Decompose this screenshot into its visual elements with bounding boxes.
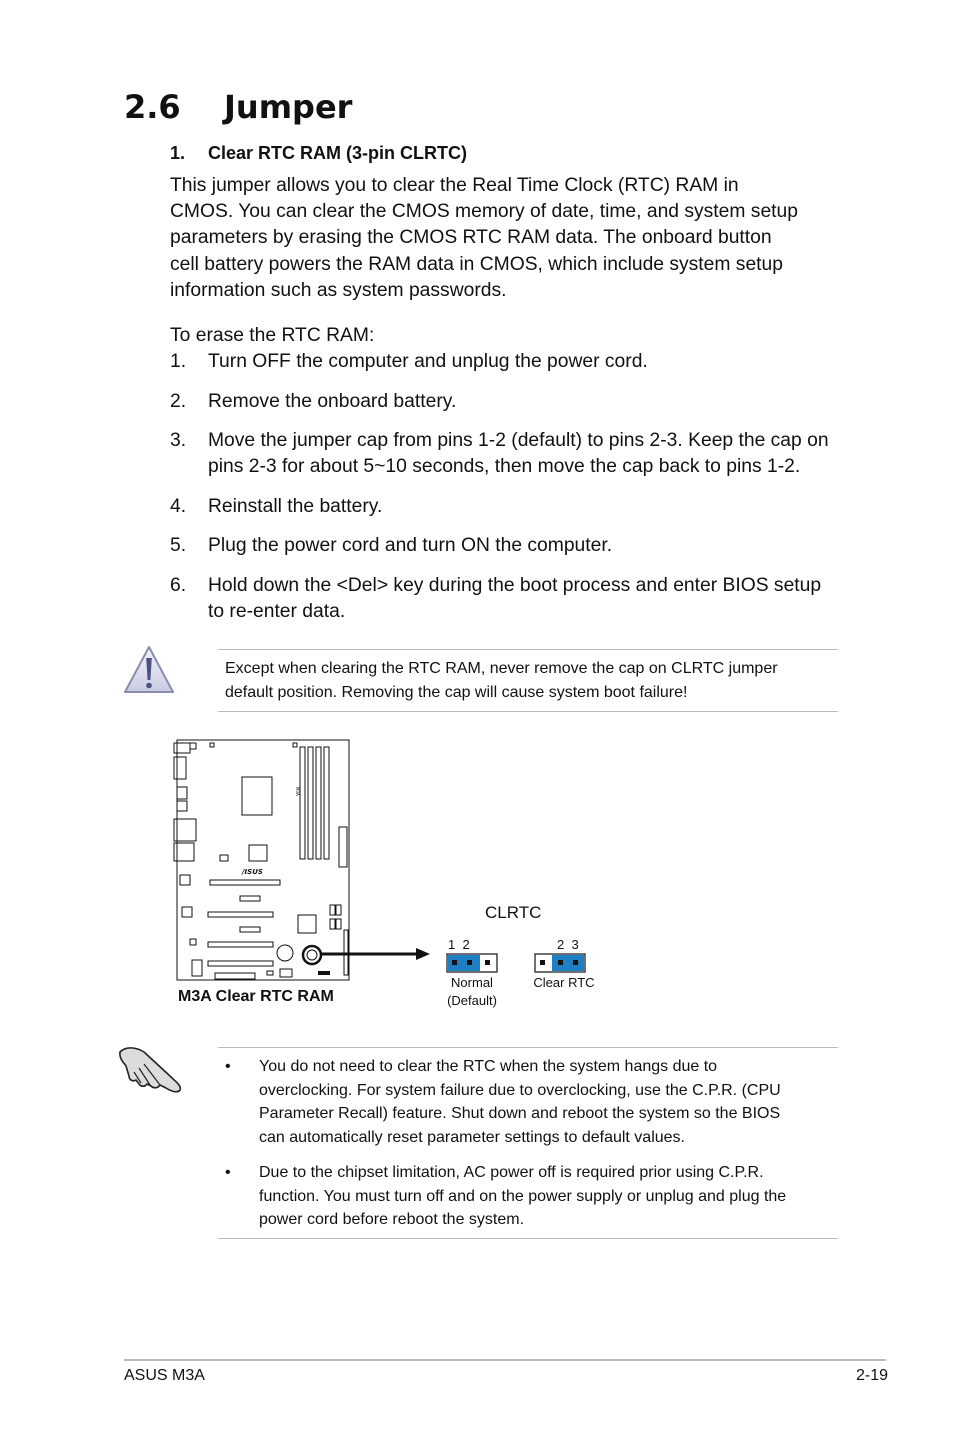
dimm-slot [316,747,321,859]
intro-paragraph [170,173,830,304]
warning-triangle-icon [122,644,176,696]
intro-line: parameters by erasing the CMOS RTC RAM data. The onboard button [170,227,772,249]
section-number: 2.6 [124,88,181,126]
intro-line: CMOS. You can clear the CMOS memory of date, time, and system setup [170,201,798,223]
footer-rule [124,1359,886,1361]
section-heading: Jumper [224,88,353,126]
atx-power [339,827,347,867]
note-line: power cord before reboot the system. [259,1211,525,1228]
rear-port [177,801,187,811]
clear-jumper [535,954,585,972]
battery-icon [303,946,321,964]
subsection-title [170,143,467,164]
step-number: 2. [170,391,187,412]
note-line: Parameter Recall) feature. Shut down and reboot the system so the BIOS [259,1105,781,1122]
normal-label: Normal [451,975,493,990]
rear-port [174,757,186,779]
rear-port [177,787,187,799]
arrow-head [416,948,430,960]
erase-heading: To erase the RTC RAM: [170,325,375,346]
dimm-slot [308,747,313,859]
pcie-x1-slot [240,896,260,901]
intro-line: This jumper allows you to clear the Real Time Clock (RTC) RAM in [170,175,739,196]
chipset [249,845,267,861]
bullet-symbol: • [225,1058,231,1075]
note-line: Due to the chipset limitation, AC power off is required prior using C.P.R. [259,1164,764,1181]
caution-line: Except when clearing the RTC RAM, never remove the cap on CLRTC jumper [225,660,778,677]
diagram-caption: M3A Clear RTC RAM [178,988,334,1005]
motherboard-diagram [160,735,610,1025]
cpu-socket [242,777,272,815]
step-text: Reinstall the battery. [208,496,383,517]
normal-jumper [447,954,497,972]
caution-line: default position. Removing the cap will cause system boot failure! [225,683,688,701]
dimm-slot [300,747,305,859]
clear-rtc-label: Clear RTC [533,975,595,990]
notes-bottom-rule [218,1238,838,1239]
note-line: You do not need to clear the RTC when the system hangs due to [259,1058,718,1075]
pci-slot [208,942,273,947]
pcie-x1-slot [240,927,260,932]
subsection-number: 1. [170,143,186,163]
clear-pin-numbers: 2 3 [557,937,579,952]
dimm-slot [324,747,329,859]
bullet-symbol: • [225,1164,231,1181]
page-number: 2-19 [855,1367,888,1384]
step-text: pins 2-3 for about 5~10 seconds, then move the cap back to pins 1-2. [208,456,801,478]
board-outline [177,740,349,980]
section-title [124,88,352,126]
step-number: 3. [170,430,187,451]
step-text: Turn OFF the computer and unplug the power cord. [208,351,648,372]
step-text: Plug the power cord and turn ON the computer. [208,535,613,556]
step-text: Remove the onboard battery. [208,391,457,412]
step-number: 4. [170,496,187,517]
caution-top-rule [218,649,838,650]
note-line: function. You must turn off and on the power supply or unplug and plug the [259,1187,787,1205]
caution-text [225,657,778,704]
pci-slot [208,912,273,917]
intro-line: information such as system passwords. [170,279,507,301]
step-text: Move the jumper cap from pins 1-2 (default) to pins 2-3. Keep the cap on [208,430,829,451]
step-number: 5. [170,535,187,556]
notes-top-rule [218,1047,838,1048]
board-brand: /ISUS [242,868,263,876]
note-line: can automatically reset parameter settings to default values. [259,1128,685,1146]
southbridge [298,915,316,933]
clrtc-onboard [318,971,330,975]
pcie-slot [210,880,280,885]
rear-port [174,743,190,753]
step-number: 6. [170,575,187,596]
footer-product: ASUS M3A [124,1367,205,1384]
subsection-heading: Clear RTC RAM (3-pin CLRTC) [208,143,467,163]
pci-slot [208,961,273,966]
normal-pin-numbers: 1 2 [448,937,470,952]
intro-line: cell battery powers the RAM data in CMOS, which include system setup [170,253,783,275]
pointing-hand-icon [114,1042,186,1096]
caution-bottom-rule [218,711,838,712]
clrtc-label: CLRTC [485,903,542,922]
step-text: Hold down the <Del> key during the boot process and enter BIOS setup [208,575,822,596]
step-text: to re-enter data. [208,601,346,623]
normal-default-label: (Default) [447,993,497,1008]
step-number: 1. [170,351,187,372]
note-line: overclocking. For system failure due to overclocking, use the C.P.R. (CPU [259,1081,781,1099]
board-model: M3A [295,787,300,796]
